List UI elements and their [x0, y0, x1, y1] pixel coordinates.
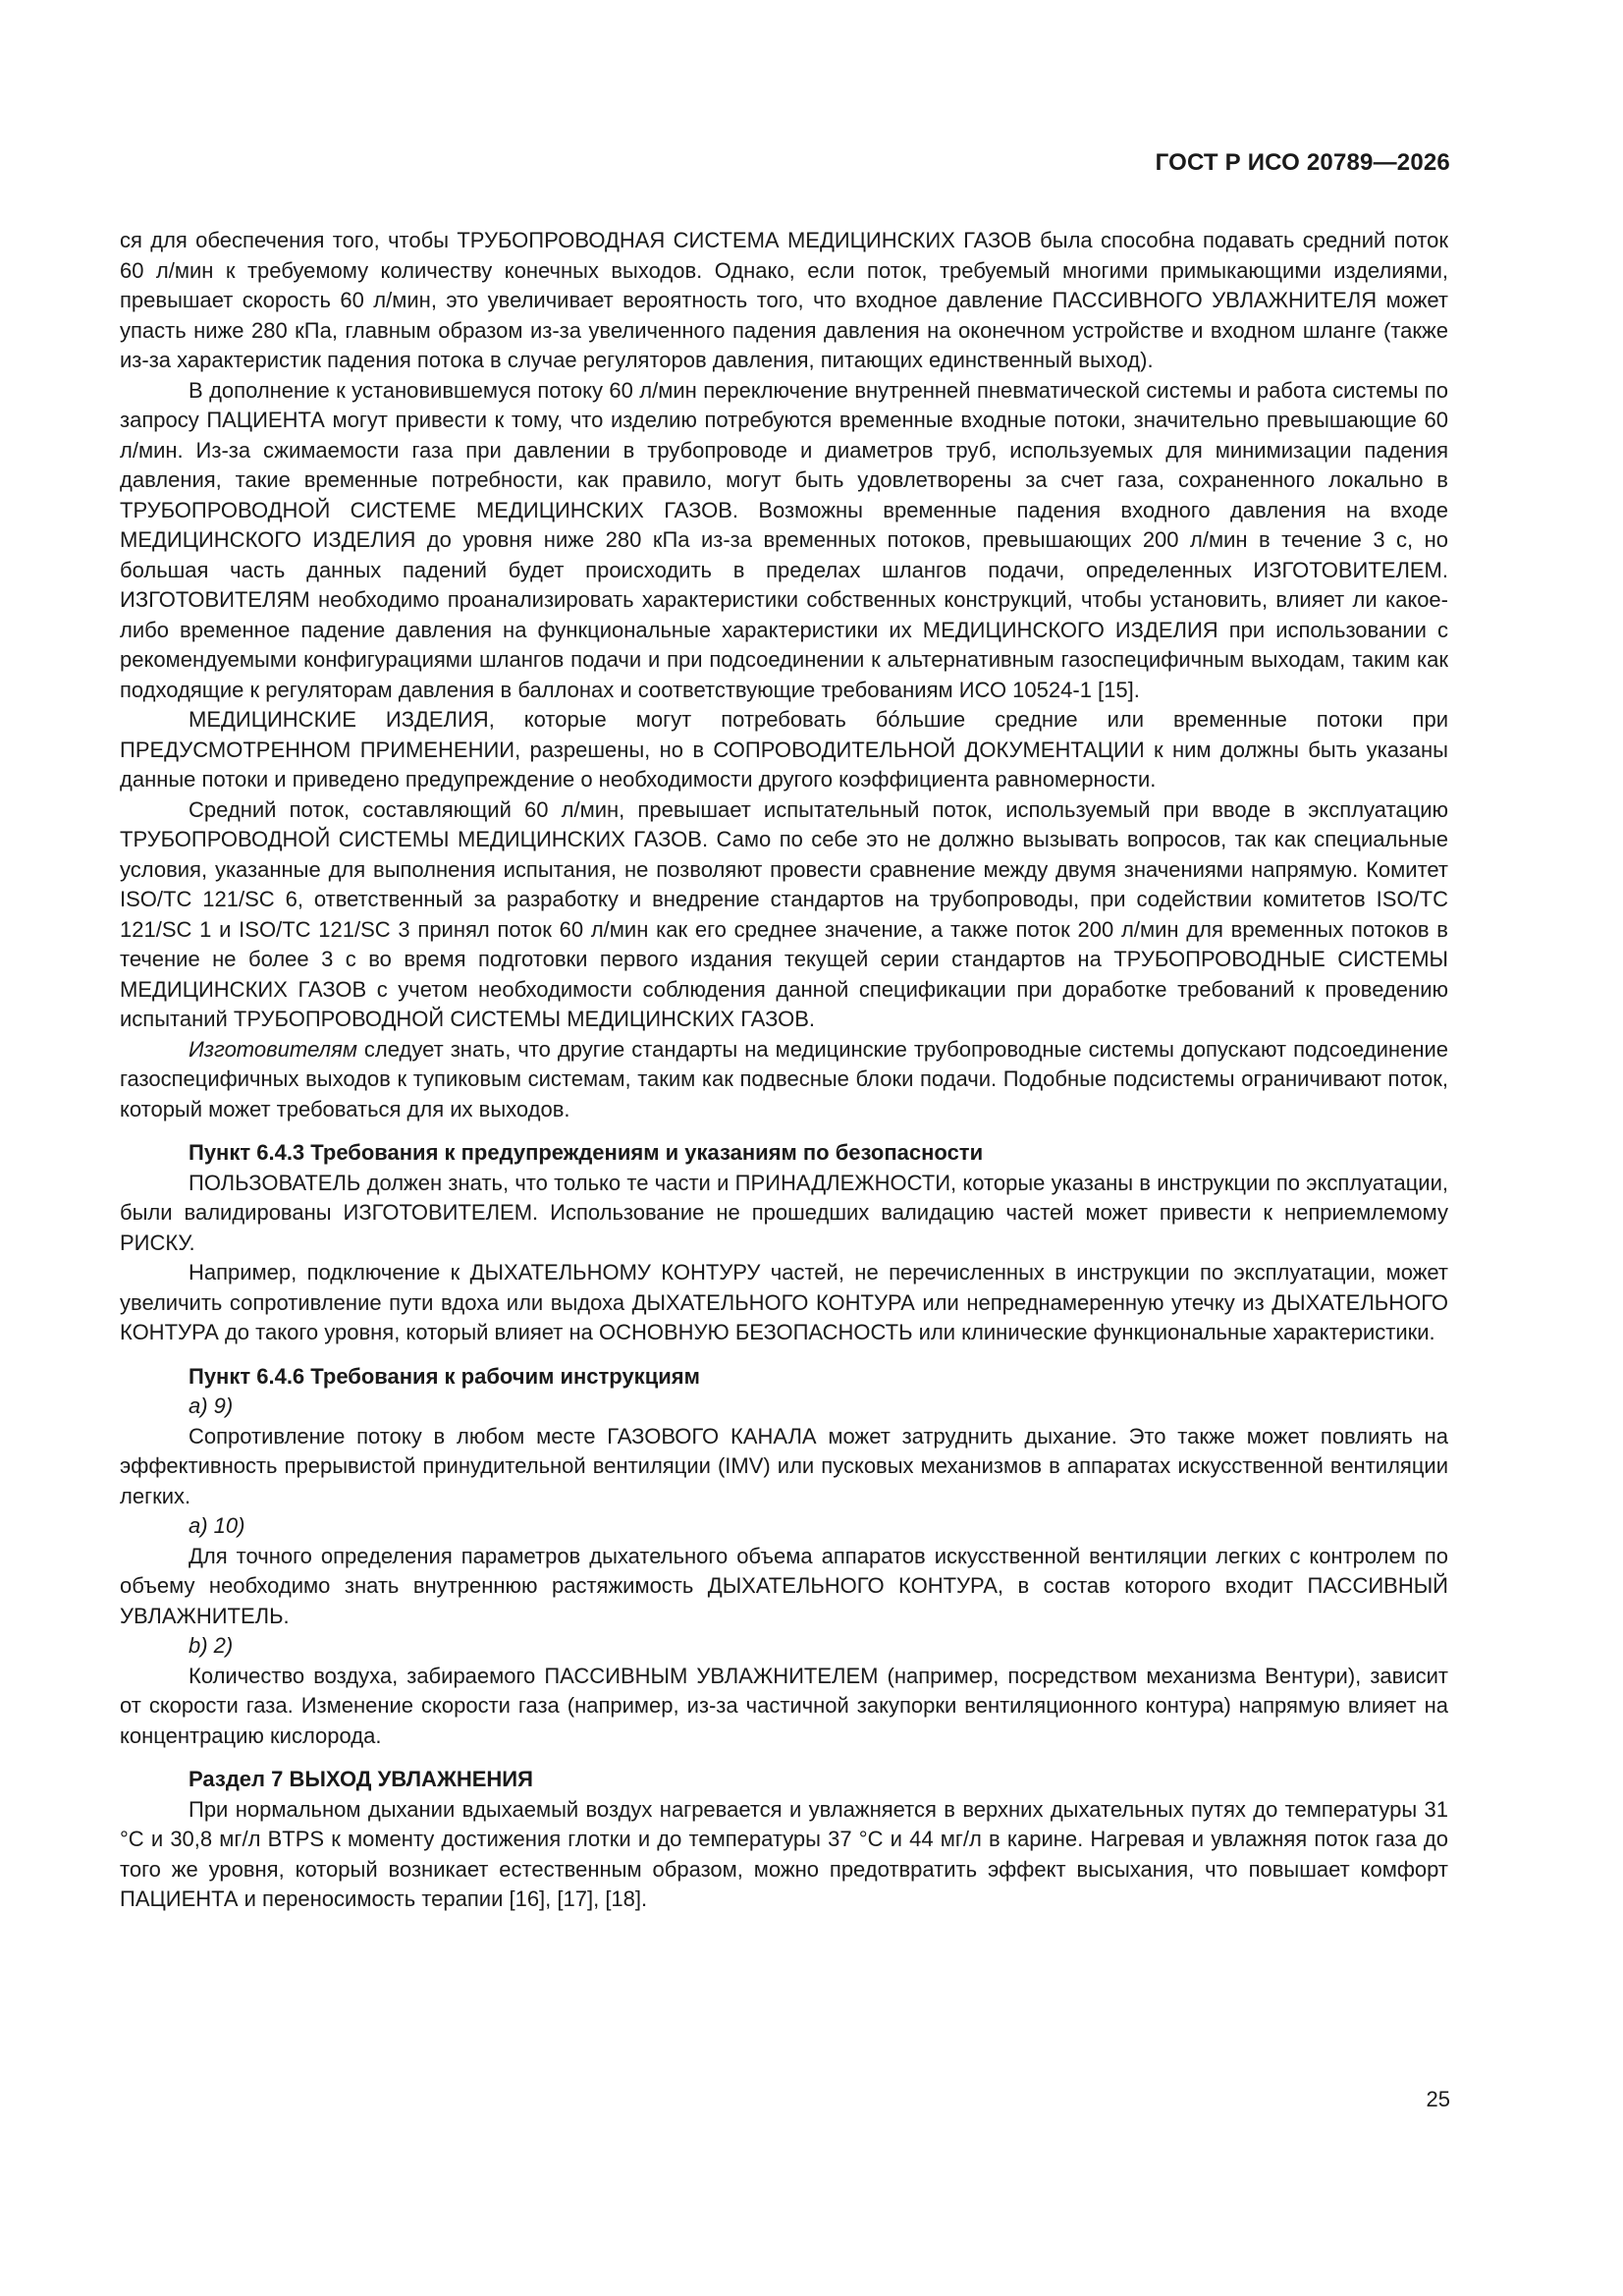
paragraph — [120, 1035, 1448, 1125]
paragraph: МЕДИЦИНСКИЕ ИЗДЕЛИЯ, которые могут потребовать бóльшие средние или временные потоки при ПРЕДУСМОТРЕННОМ ПРИМЕНЕНИИ, разрешены, но в СОПРОВОДИТЕЛЬНОЙ ДОКУМЕНТАЦИИ к ним должны быть указаны данные потоки и приведено предупреждение о необходимости другого коэффициента равномерности. — [120, 707, 1448, 792]
paragraph: Средний поток, составляющий 60 л/мин, превышает испытательный поток, используемый при вводе в эксплуатацию ТРУБОПРОВОДНОЙ СИСТЕМЫ МЕДИЦИНСКИХ ГАЗОВ. Само по себе это не должно вызывать вопросов, так как специальные условия, указанные для выполнения испытания, не позволяют провести сравнение между двумя значениями напрямую. Комитет ISO/TC 121/SC 6, ответственный за разработку и внедрение стандартов на трубопроводы, при содействии комитетов ISO/TC 121/SC 1 и ISO/TC 121/SC 3 принял поток 60 л/мин как его среднее значение, а также поток 200 л/мин для временных потоков в течение не более 3 с во время подготовки первого издания текущей серии стандартов на ТРУБОПРОВОДНЫЕ СИСТЕМЫ МЕДИЦИНСКИХ ГАЗОВ с учетом необходимости соблюдения данной спецификации при доработке требований к проведению испытаний ТРУБОПРОВОДНОЙ СИСТЕМЫ МЕДИЦИНСКИХ ГАЗОВ. — [120, 796, 1448, 1031]
document-body — [120, 226, 1448, 1915]
paragraph-text: следует знать, что другие стандарты на медицинские трубопроводные системы допускают подсоединение газоспецифичных выходов к тупиковым системам, таким как подвесные блоки подачи. Подобные подсистемы ограничивают поток, который может требоваться для их выходов. — [120, 1036, 1448, 1121]
italic-term: Изготовителям — [189, 1036, 357, 1062]
paragraph: Например, подключение к ДЫХАТЕЛЬНОМУ КОНТУРУ частей, не перечисленных в инструкции по эксплуатации, может увеличить сопротивление пути вдоха или выдоха ДЫХАТЕЛЬНОГО КОНТУРА или непреднамеренную утечку из ДЫХАТЕЛЬНОГО КОНТУРА до такого уровня, который влияет на ОСНОВНУЮ БЕЗОПАСНОСТЬ или клинические функциональные характеристики. — [120, 1260, 1448, 1344]
paragraph: ПОЛЬЗОВАТЕЛЬ должен знать, что только те части и ПРИНАДЛЕЖНОСТИ, которые указаны в инструкции по эксплуатации, были валидированы ИЗГОТОВИТЕЛЕМ. Использование не прошедших валидацию частей может привести к неприемлемому РИСКУ. — [120, 1170, 1448, 1255]
paragraph: Сопротивление потоку в любом месте ГАЗОВОГО КАНАЛА может затруднить дыхание. Это также может повлиять на эффективность прерывистой принудительной вентиляции (IMV) или пусковых механизмов в аппаратах искусственной вентиляции легких. — [120, 1423, 1448, 1508]
paragraph: Для точного определения параметров дыхательного объема аппаратов искусственной вентиляции легких с контролем по объему необходимо знать внутреннюю растяжимость ДЫХАТЕЛЬНОГО КОНТУРА, в состав которого входит ПАССИВНЫЙ УВЛАЖНИТЕЛЬ. — [120, 1543, 1448, 1628]
paragraph: ся для обеспечения того, чтобы ТРУБОПРОВОДНАЯ СИСТЕМА МЕДИЦИНСКИХ ГАЗОВ была способна подавать средний поток 60 л/мин к требуемому количеству конечных выходов. Однако, если поток, требуемый многими примыкающими изделиями, превышает скорость 60 л/мин, это увеличивает вероятность того, что входное давление ПАССИВНОГО УВЛАЖНИТЕЛЯ может упасть ниже 280 кПа, главным образом из-за увеличенного падения давления на оконечном устройстве и входном шланге (также из-за характеристик падения потока в случае регуляторов давления, питающих единственный выход). — [120, 228, 1448, 372]
item-label: a) 10) — [189, 1513, 245, 1538]
item-label: b) 2) — [189, 1633, 234, 1658]
paragraph: В дополнение к установившемуся потоку 60 л/мин переключение внутренней пневматической системы и работа системы по запросу ПАЦИЕНТА могут привести к тому, что изделию потребуются временные входные потоки, значительно превышающие 60 л/мин. Из-за сжимаемости газа при давлении в трубопроводе и диаметров труб, используемых для минимизации падения давления, такие временные потребности, как правило, могут быть удовлетворены за счет газа, сохраненного локально в ТРУБОПРОВОДНОЙ СИСТЕМЕ МЕДИЦИНСКИХ ГАЗОВ. Возможны временные падения входного давления на входе МЕДИЦИНСКОГО ИЗДЕЛИЯ до уровня ниже 280 кПа из-за временных потоков, превышающих 200 л/мин в течение 3 с, но большая часть данных падений будет происходить в пределах шлангов подачи, определенных ИЗГОТОВИТЕЛЕМ. ИЗГОТОВИТЕЛЯМ необходимо проанализировать характеристики собственных конструкций, чтобы установить, влияет ли какое-либо временное падение давления на функциональные характеристики их МЕДИЦИНСКОГО ИЗДЕЛИЯ при использовании с рекомендуемыми конфигурациями шлангов подачи и при подсоединении к альтернативным газоспецифичным выходам, таким как подходящие к регуляторам давления в баллонах и соответствующие требованиям ИСО 10524-1 [15]. — [120, 377, 1448, 702]
section-heading: Пункт 6.4.3 Требования к предупреждениям и указаниям по безопасности — [189, 1140, 984, 1165]
document-header: ГОСТ Р ИСО 20789—2026 — [1155, 149, 1450, 176]
paragraph: При нормальном дыхании вдыхаемый воздух нагревается и увлажняется в верхних дыхательных путях до температуры 31 °С и 30,8 мг/л BTPS к моменту достижения глотки и до температуры 37 °С и 44 мг/л в карине. Нагревая и увлажняя поток газа до того же уровня, который возникает естественным образом, можно предотвратить эффект высыхания, что повышает комфорт ПАЦИЕНТА и переносимость терапии [16], [17], [18]. — [120, 1796, 1448, 1911]
paragraph: Количество воздуха, забираемого ПАССИВНЫМ УВЛАЖНИТЕЛЕМ (например, посредством механизма Вентури), зависит от скорости газа. Изменение скорости газа (например, из-за частичной закупорки вентиляционного контура) напрямую влияет на концентрацию кислорода. — [120, 1663, 1448, 1748]
item-label: a) 9) — [189, 1394, 234, 1418]
page-number: 25 — [1426, 2087, 1450, 2111]
section-heading: Раздел 7 ВЫХОД УВЛАЖНЕНИЯ — [189, 1767, 533, 1791]
section-heading: Пункт 6.4.6 Требования к рабочим инструкциям — [189, 1363, 700, 1389]
